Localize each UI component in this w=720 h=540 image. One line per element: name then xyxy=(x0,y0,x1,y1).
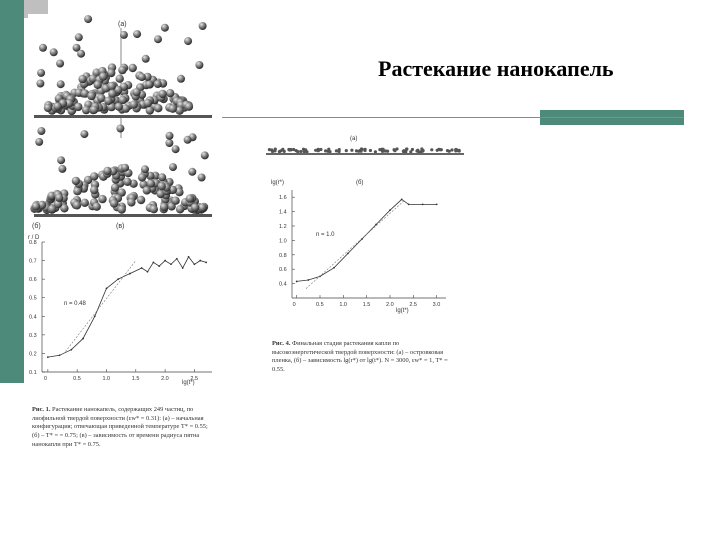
particle xyxy=(108,82,116,90)
particle xyxy=(172,145,180,153)
data-point xyxy=(47,356,49,358)
particle xyxy=(160,203,168,211)
film-particle xyxy=(384,149,387,152)
film-particle xyxy=(314,149,317,152)
film-particle xyxy=(374,150,377,153)
right-caption-label: Рис. 4. xyxy=(272,340,291,347)
panel-c-label: (в) xyxy=(116,223,125,230)
particle xyxy=(104,97,112,105)
particle xyxy=(103,167,111,175)
x-tick-label: 1.0 xyxy=(102,376,111,382)
island-film-svg xyxy=(262,132,468,160)
film-particle xyxy=(421,150,424,153)
particle xyxy=(144,99,152,107)
particle xyxy=(145,81,153,89)
particle xyxy=(48,205,56,213)
film-particle xyxy=(355,149,358,152)
nanodroplet-snapshot-svg xyxy=(28,14,220,232)
particle xyxy=(176,205,184,213)
particle xyxy=(50,48,58,56)
particle xyxy=(137,196,145,204)
particle xyxy=(93,203,101,211)
data-point xyxy=(333,267,335,269)
data-point xyxy=(188,256,190,258)
data-point xyxy=(147,271,149,273)
particle xyxy=(142,55,150,63)
particle xyxy=(158,173,166,181)
data-point xyxy=(152,262,154,264)
particle xyxy=(154,80,162,88)
particle xyxy=(138,173,146,181)
particle xyxy=(138,73,146,81)
particle xyxy=(57,156,65,164)
title-underline xyxy=(222,117,684,118)
particle xyxy=(116,75,124,83)
left-spreading-chart xyxy=(26,232,220,392)
particle xyxy=(116,125,124,133)
x-tick-label: 0 xyxy=(292,302,296,308)
particle xyxy=(108,90,116,98)
right-chart-slope-label: n = 1.0 xyxy=(316,232,335,238)
particle xyxy=(186,194,194,202)
film-particle xyxy=(393,149,396,152)
particle xyxy=(73,187,81,195)
particle xyxy=(56,60,64,68)
particle xyxy=(36,80,44,88)
particle xyxy=(74,103,82,111)
y-tick-label: 0.4 xyxy=(29,314,37,321)
y-tick-label: 0.6 xyxy=(279,267,287,274)
x-tick-label: 2.0 xyxy=(161,376,169,382)
particle xyxy=(201,151,209,159)
particle xyxy=(80,130,88,138)
right-panel-b-label: (б) xyxy=(356,180,364,186)
y-tick-label: 1.2 xyxy=(279,224,287,230)
particle xyxy=(119,96,127,104)
film-particle xyxy=(350,149,353,152)
y-tick-label: 0.7 xyxy=(29,258,37,265)
particle xyxy=(166,132,174,140)
particle xyxy=(158,182,166,190)
particle xyxy=(55,194,63,202)
particle xyxy=(184,37,192,45)
film-particle xyxy=(360,150,363,153)
data-point xyxy=(94,315,96,317)
particle-pile-a xyxy=(36,15,206,115)
data-point xyxy=(164,260,166,262)
particle xyxy=(127,198,135,206)
particle xyxy=(143,186,151,194)
particle xyxy=(161,24,169,32)
island-film-particles xyxy=(268,147,461,153)
data-point xyxy=(194,263,196,265)
film-particle xyxy=(363,149,366,152)
y-tick-label: 0.3 xyxy=(29,332,37,339)
particle xyxy=(198,204,206,212)
y-tick-label: 1.4 xyxy=(279,209,287,216)
film-particle xyxy=(324,149,327,152)
film-particle xyxy=(288,148,291,151)
right-caption-text: Финальная стадия растекания капли по высокоэнергетической твердой поверхности: (а) – островковая пленка, (б) – зависимость lg(r*) от lg(t*). N = 3000, εw* = 1, T* = 0.55. xyxy=(272,340,448,373)
right-spreading-chart xyxy=(268,172,456,317)
particle xyxy=(188,168,196,176)
particle xyxy=(81,199,89,207)
particle xyxy=(154,35,162,43)
film-particle xyxy=(402,150,405,153)
x-tick-label: 0.5 xyxy=(316,302,324,308)
particle xyxy=(32,202,40,210)
particle xyxy=(78,75,86,83)
particle xyxy=(171,197,179,205)
series-line-simulation xyxy=(297,199,437,281)
film-particle xyxy=(283,150,286,153)
data-point xyxy=(158,265,160,267)
x-tick-label: 3.0 xyxy=(432,302,441,308)
left-caption-label: Рис. 1. xyxy=(32,406,51,413)
particle xyxy=(37,127,45,135)
particle xyxy=(110,199,118,207)
data-point xyxy=(106,288,108,290)
particle xyxy=(130,100,138,108)
y-tick-label: 0.2 xyxy=(29,351,37,358)
particle xyxy=(169,163,177,171)
film-particle xyxy=(430,148,433,151)
x-tick-label: 2.5 xyxy=(190,376,199,382)
x-tick-label: 2.0 xyxy=(386,302,394,308)
particle xyxy=(77,50,85,58)
particle xyxy=(39,44,47,52)
right-panel-a-label: (а) xyxy=(350,136,358,142)
data-point xyxy=(296,281,298,283)
particle xyxy=(185,103,193,111)
particle xyxy=(154,104,162,112)
film-particle xyxy=(405,148,408,151)
x-tick-label: 1.0 xyxy=(339,302,347,308)
film-particle xyxy=(345,149,348,152)
film-particle xyxy=(304,148,307,151)
film-particle xyxy=(335,149,338,152)
substrate-a xyxy=(34,115,212,118)
panel-b-label: (б) xyxy=(32,223,41,230)
particle xyxy=(37,69,45,77)
particle xyxy=(107,69,115,77)
right-figure-film xyxy=(262,132,468,160)
particle xyxy=(120,31,128,39)
particle xyxy=(184,136,192,144)
particle xyxy=(72,177,80,185)
particle xyxy=(199,22,207,30)
particle xyxy=(198,174,206,182)
right-chart-axis-label: lg(r*) xyxy=(271,180,284,186)
particle xyxy=(90,186,98,194)
particle xyxy=(118,66,126,74)
film-particle xyxy=(338,148,341,151)
film-particle xyxy=(328,150,331,153)
particle xyxy=(165,139,173,147)
particle xyxy=(146,106,154,114)
left-chart-slope-label: n = 0.48 xyxy=(64,301,86,307)
left-chart-xlabel: lg(t*) xyxy=(182,380,195,386)
particle xyxy=(82,106,90,114)
film-particle xyxy=(268,148,271,151)
data-point xyxy=(199,260,201,262)
particle xyxy=(191,203,199,211)
y-tick-label: 0.6 xyxy=(29,277,37,284)
film-particle xyxy=(299,150,302,153)
particle xyxy=(53,102,61,110)
data-point xyxy=(170,263,172,265)
x-tick-label: 0 xyxy=(43,376,47,382)
particle xyxy=(35,138,43,146)
particle xyxy=(123,178,131,186)
left-figure-caption xyxy=(32,406,208,449)
film-particle xyxy=(454,148,457,151)
particle xyxy=(58,165,66,173)
particle xyxy=(132,88,140,96)
data-point xyxy=(422,204,424,206)
left-chart-container xyxy=(26,232,220,392)
particle xyxy=(195,61,203,69)
right-chart-container xyxy=(268,172,456,317)
particle xyxy=(166,89,174,97)
series-line-fit xyxy=(306,201,404,289)
particle xyxy=(94,81,102,89)
particle xyxy=(75,33,83,41)
series-line-simulation xyxy=(48,257,206,357)
film-particle xyxy=(296,150,299,153)
particle xyxy=(158,90,166,98)
x-tick-label: 1.5 xyxy=(131,376,140,382)
slide-title: Растекание нанокапель xyxy=(378,56,614,81)
particle xyxy=(98,195,106,203)
right-chart-xlabel: lg(t*) xyxy=(396,308,409,314)
film-particle xyxy=(378,148,381,151)
x-tick-label: 2.5 xyxy=(409,302,417,308)
x-tick-label: 1.5 xyxy=(362,302,371,308)
data-point xyxy=(205,262,207,264)
film-particle xyxy=(274,148,277,151)
data-point xyxy=(129,273,131,275)
particle xyxy=(84,15,92,23)
y-tick-label: 0.8 xyxy=(29,240,37,246)
data-point xyxy=(70,349,72,351)
particle xyxy=(99,72,107,80)
film-particle xyxy=(436,149,439,152)
y-tick-label: 0.1 xyxy=(29,370,37,376)
data-point xyxy=(307,279,309,281)
particle xyxy=(90,106,98,114)
particle xyxy=(73,201,81,209)
data-point xyxy=(59,354,61,356)
particle xyxy=(44,104,52,112)
data-point xyxy=(347,252,349,254)
film-particle xyxy=(446,149,449,152)
left-caption-text: Растекание нанокапель, содержащих 249 частиц, по лиофильной твердой поверхности (εw* = 0.31): (а) – начальная конфигурация; отвечающая приведенной температуре T* = 0.55; (б) – T* = = 0.75; (в) – зависимость от времени радиуса пятна нанокапли при T* = 0.75. xyxy=(32,406,208,448)
data-point xyxy=(82,338,84,340)
y-tick-label: 0.5 xyxy=(29,295,37,302)
data-point xyxy=(436,204,438,206)
y-tick-label: 1.6 xyxy=(279,195,287,202)
particle xyxy=(118,205,126,213)
right-figure-caption xyxy=(272,340,456,375)
data-point xyxy=(117,278,119,280)
particle xyxy=(129,64,137,72)
film-particle xyxy=(417,150,420,153)
x-tick-label: 0.5 xyxy=(73,376,81,382)
particle xyxy=(57,80,65,88)
left-accent-bar xyxy=(0,0,24,383)
particle xyxy=(87,92,95,100)
particle-pile-b xyxy=(30,125,209,215)
film-particle xyxy=(450,148,453,151)
particle xyxy=(169,105,177,113)
left-chart-axis-label: r / D xyxy=(28,235,40,241)
particle xyxy=(150,205,158,213)
left-figure-snapshots xyxy=(28,14,220,232)
film-substrate xyxy=(266,153,464,155)
particle xyxy=(177,75,185,83)
film-particle xyxy=(278,150,281,153)
film-particle xyxy=(439,148,442,151)
y-tick-label: 1.0 xyxy=(279,238,287,245)
data-point xyxy=(408,204,410,206)
particle xyxy=(90,172,98,180)
particle xyxy=(141,165,149,173)
y-tick-label: 0.8 xyxy=(279,252,287,259)
data-point xyxy=(141,267,143,269)
data-point xyxy=(401,198,403,200)
panel-a-label: (a) xyxy=(118,21,127,28)
y-tick-label: 0.4 xyxy=(279,281,287,288)
data-point xyxy=(182,267,184,269)
substrate-b xyxy=(34,214,212,217)
data-point xyxy=(176,258,178,260)
particle xyxy=(133,30,141,38)
film-particle xyxy=(271,150,274,153)
film-particle xyxy=(369,149,372,152)
data-point xyxy=(389,209,391,211)
particle xyxy=(121,164,129,172)
